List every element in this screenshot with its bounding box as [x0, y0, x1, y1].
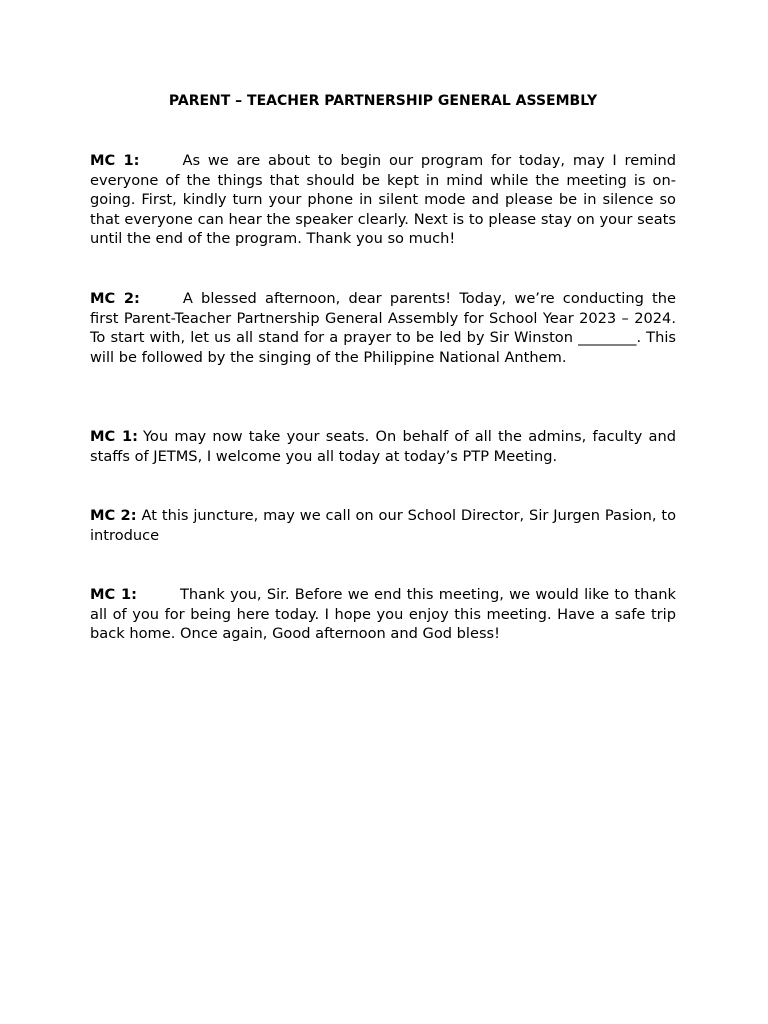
- paragraph-mc2-director: [90, 506, 676, 545]
- speaker-label: MC 2:: [90, 507, 137, 524]
- speaker-label: MC 1:: [90, 428, 138, 445]
- paragraph-mc1-closing: [90, 585, 676, 644]
- paragraph-mc2-welcome: [90, 289, 676, 367]
- document-page: [90, 0, 676, 1024]
- speaker-label: MC 1:: [90, 152, 140, 169]
- document-title: PARENT – TEACHER PARTNERSHIP GENERAL ASSEMBLY: [168, 93, 598, 109]
- paragraph-mc1-opening: [90, 151, 676, 249]
- paragraph-text: You may now take your seats. On behalf of all the admins, faculty and staffs of JETMS, I welcome you all today at today’s PTP Meeting.: [90, 428, 676, 465]
- paragraph-text: At this juncture, may we call on our School Director, Sir Jurgen Pasion, to introduce: [90, 507, 676, 544]
- paragraph-text: A blessed afternoon, dear parents! Today, we’re conducting the first Parent-Teacher Partnership General Assembly for School Year 2023 – 2024. To start with, let us all stand for a prayer to be led by Sir Winston ________. This will be followed by the singing of the Philippine National Anthem.: [90, 290, 676, 366]
- paragraph-text: As we are about to begin our program for today, may I remind everyone of the things that should be kept in mind while the meeting is on-going. First, kindly turn your phone in silent mode and please be in silence so that everyone can hear the speaker clearly. Next is to please stay on your seats until the end of the program. Thank you so much!: [90, 152, 676, 248]
- paragraph-mc1-seats: [90, 427, 676, 466]
- paragraph-text: Thank you, Sir. Before we end this meeting, we would like to thank all of you for being here today. I hope you enjoy this meeting. Have a safe trip back home. Once again, Good afternoon and God bless!: [90, 586, 677, 643]
- speaker-label: MC 2:: [90, 290, 140, 307]
- speaker-label: MC 1:: [90, 586, 137, 603]
